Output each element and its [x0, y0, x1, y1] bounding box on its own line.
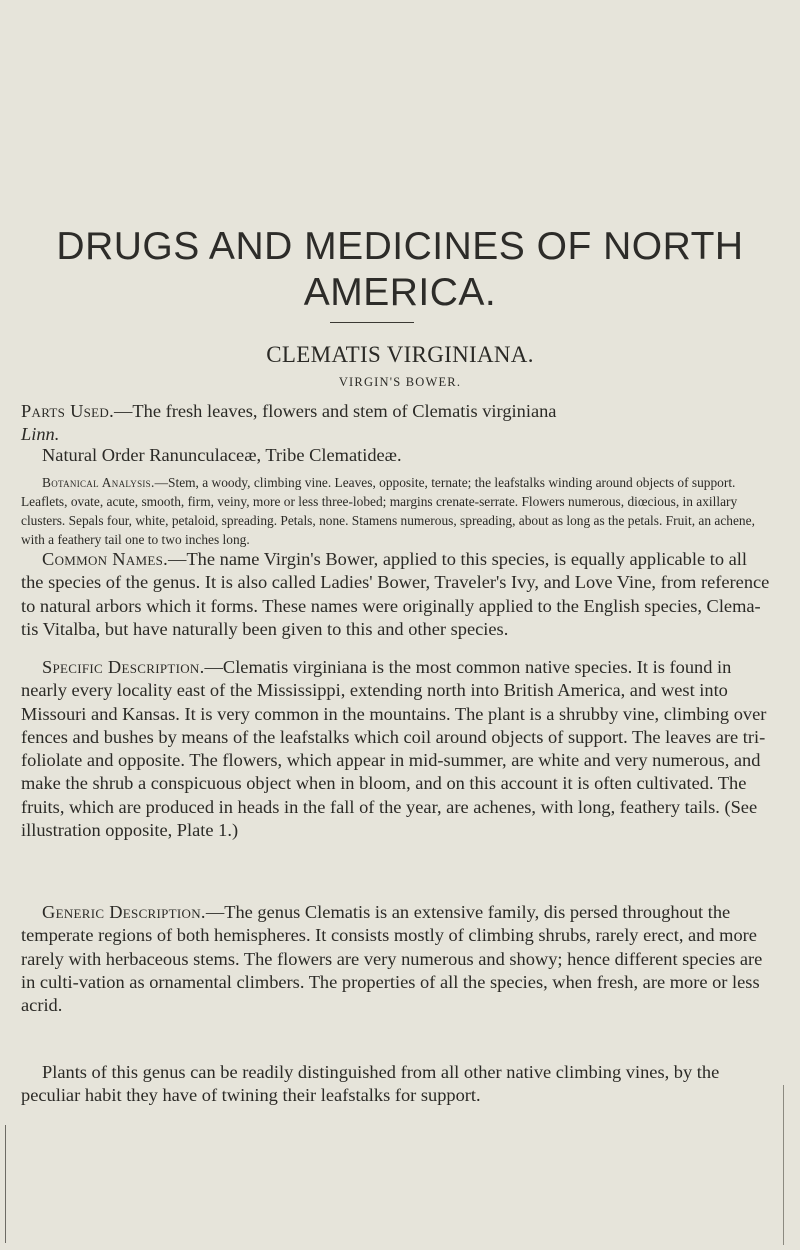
- plant-name: CLEMATIS VIRGINIANA.: [266, 342, 534, 367]
- common-names-paragraph: [21, 548, 773, 641]
- botanical-analysis-heading: Botanical Analysis.: [42, 475, 155, 490]
- parts-used-heading: Parts Used.: [21, 401, 115, 421]
- book-title-line-2: AMERICA.: [303, 271, 497, 314]
- title-divider: [330, 322, 414, 323]
- parts-used-authority: Linn.: [21, 424, 60, 445]
- plant-common-name: VIRGIN'S BOWER.: [338, 375, 462, 389]
- botanical-analysis-text: —Stem, a woody, climbing vine. Leaves, opposite, ternate; the leafstalks winding around objects of support. Leaflets, ovate, acute, smooth, firm, veiny, more or less three-lobed; margins crenate-serrate. Flowers numerous, diœcious, in axillary clusters. Sepals four, white, petaloid, spreading. Petals, none. Stamens numerous, spreading, about as long as the petals. Fruit, an achene, with a feathery tail one to two inches long.: [21, 475, 755, 547]
- common-names-heading: Common Names.: [42, 549, 169, 569]
- natural-order-paragraph: Natural Order Ranunculaceæ, Tribe Clematideæ.: [42, 445, 402, 465]
- specific-description-paragraph: [21, 656, 773, 842]
- specific-description-text: —Clematis virginiana is the most common native species. It is found in nearly every locality east of the Mississippi, extending north into British America, and west into Missouri and Kansas. It is very common in the mountains. The plant is a shrubby vine, climbing over fences and bushes by means of the leafstalks which coil around objects of support. The leaves are tri-foliolate and opposite. The flowers, which appear in mid-summer, are white and very numerous, and make the shrub a conspicuous object when in bloom, and on this account it is often cultivated. The fruits, which are produced in heads in the fall of the year, are achenes, with long, feathery tails. (See illustration opposite, Plate 1.): [21, 657, 767, 841]
- book-title-line-1: DRUGS AND MEDICINES OF NORTH: [56, 225, 744, 268]
- pencil-mark: [5, 1125, 6, 1243]
- generic-description-heading: Generic Description.: [42, 902, 206, 922]
- parts-used-paragraph: [21, 400, 773, 447]
- generic-description-paragraph: [21, 901, 773, 1017]
- specific-description-heading: Specific Description.: [42, 657, 205, 677]
- closing-paragraph: Plants of this genus can be readily distinguished from all other native climbing vines, by the peculiar habit they have of twining their leafstalks for support.: [21, 1062, 720, 1106]
- book-title: [0, 224, 800, 316]
- generic-description-text: —The genus Clematis is an extensive family, dis persed throughout the temperate regions of both hemispheres. It consists mostly of climbing shrubs, rarely erect, and more rarely with herbaceous stems. The flowers are very numerous and showy; hence different species are in culti-vation as ornamental climbers. The properties of all the species, when fresh, are more or less acrid.: [21, 902, 763, 1016]
- parts-used-text: —The fresh leaves, flowers and stem of Clematis virginiana: [114, 401, 557, 421]
- common-names-text: —The name Virgin's Bower, applied to this species, is equally applicable to all the species of the genus. It is also called Ladies' Bower, Traveler's Ivy, and Love Vine, from reference to natural arbors which it forms. These names were originally applied to the English species, Clema-tis Vitalba, but have naturally been given to this and other species.: [21, 549, 770, 639]
- botanical-analysis-paragraph: [21, 473, 773, 549]
- page-margin-line: [783, 1085, 784, 1245]
